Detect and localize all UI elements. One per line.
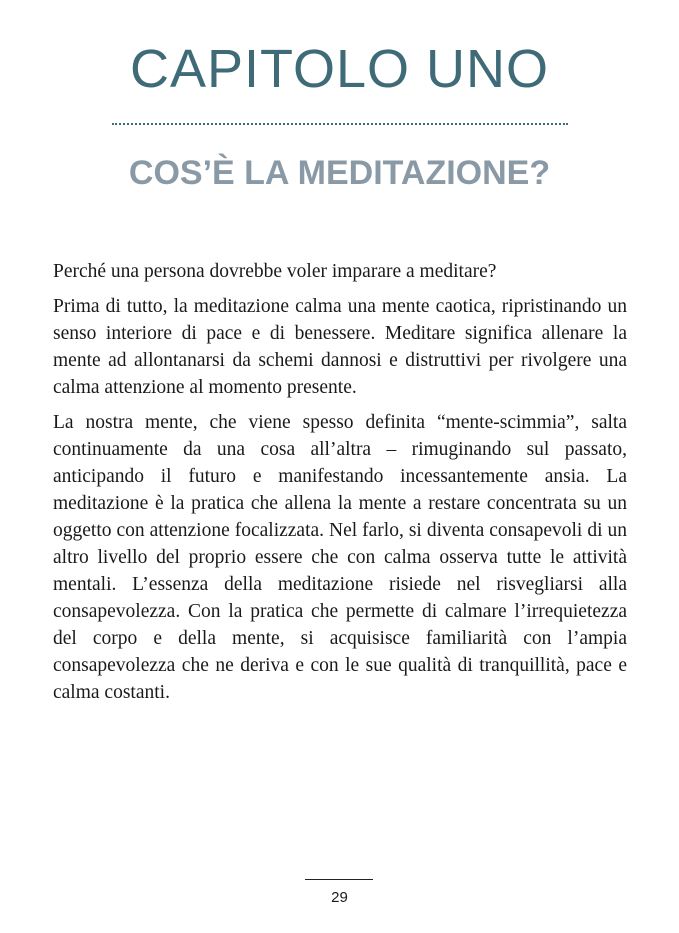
footer-divider <box>305 879 373 880</box>
body-text <box>53 258 627 714</box>
dotted-divider <box>112 123 568 125</box>
chapter-subtitle: COS’È LA MEDITAZIONE? <box>128 154 551 192</box>
paragraph: Prima di tutto, la meditazione calma una mente caotica, ripristinando un senso interiore di pace e di benessere. Meditare significa allenare la mente ad allontanarsi da schemi dannosi e distruttivi per rivolgere una calma attenzione al momento presente. <box>53 296 627 398</box>
page-number: 29 <box>331 889 348 906</box>
chapter-title: CAPITOLO UNO <box>129 39 550 99</box>
paragraph: Perché una persona dovrebbe voler imparare a meditare? <box>53 261 497 282</box>
paragraph: La nostra mente, che viene spesso definita “mente-scimmia”, salta continuamente da una cosa all’altra – rimuginando sul passato, anticipando il futuro e manifestando incessantemente ansia. La meditazione è la pratica che allena la mente a restare concentrata su un oggetto con attenzione focalizzata. Nel farlo, si diventa consapevoli di un altro livello del proprio essere che con calma osserva tutte le attività mentali. L’essenza della meditazione risiede nel risvegliarsi alla consapevolezza. Con la pratica che permette di calmare l’irrequietezza del corpo e della mente, si acquisisce familiarità con l’ampia consapevolezza che ne deriva e con le sue qualità di tranquillità, pace e calma costanti. <box>53 412 627 703</box>
